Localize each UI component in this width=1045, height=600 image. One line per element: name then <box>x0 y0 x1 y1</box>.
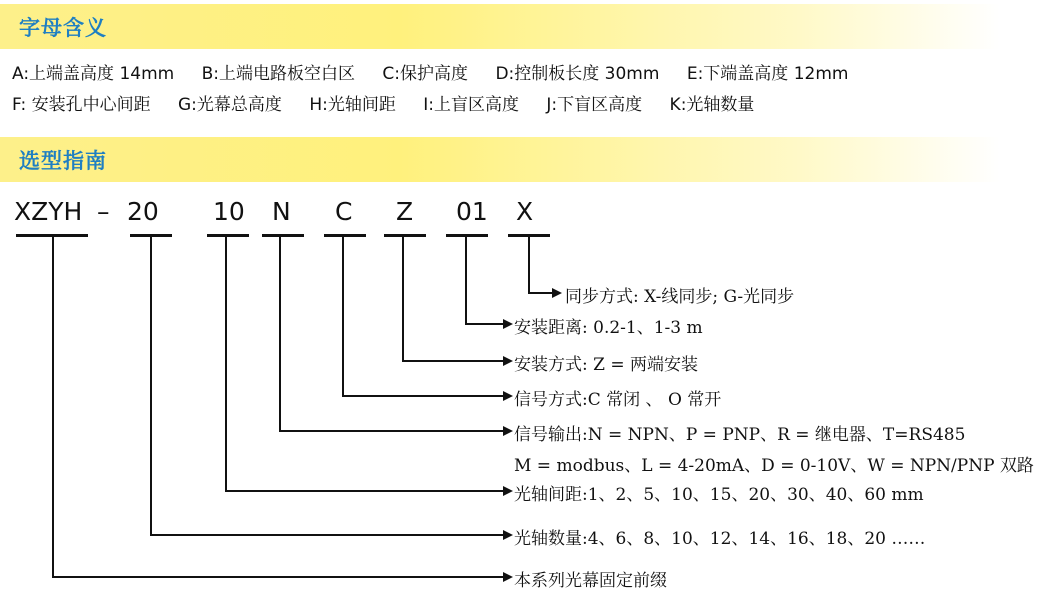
arrow-icon <box>503 356 513 366</box>
legend-item: B:上端电路板空白区 <box>201 64 356 84</box>
connector-line <box>402 236 404 362</box>
connector-line <box>465 323 505 325</box>
arrow-icon <box>503 391 513 401</box>
connector-line <box>52 236 54 578</box>
code-signal-type: C <box>335 197 353 226</box>
section-banner-selection-guide <box>0 137 1000 182</box>
arrow-icon <box>503 319 513 329</box>
connector-line <box>342 395 505 397</box>
underline <box>384 234 426 237</box>
legend-item: K:光轴数量 <box>669 95 755 115</box>
underline <box>324 234 366 237</box>
code-axis-count: 20 <box>127 197 159 226</box>
connector-line <box>528 292 554 294</box>
arrow-icon <box>552 288 562 298</box>
legend-item: G:光幕总高度 <box>178 95 282 115</box>
underline <box>262 234 304 237</box>
desc-distance: 安装距离: 0.2-1、1-3 m <box>514 318 703 338</box>
legend-item: C:保护高度 <box>382 64 469 84</box>
desc-prefix: 本系列光幕固定前缀 <box>514 571 667 591</box>
connector-line <box>279 430 505 432</box>
section-title: 选型指南 <box>19 149 107 173</box>
code-output: N <box>272 197 291 226</box>
connector-line <box>342 236 344 397</box>
desc-output: 信号输出:N = NPN、P = PNP、R = 继电器、T=RS485 <box>514 425 966 445</box>
connector-line <box>150 534 505 536</box>
connector-line <box>528 236 530 294</box>
underline <box>207 234 249 237</box>
connector-line <box>279 236 281 432</box>
legend-item: D:控制板长度 30mm <box>495 64 660 84</box>
legend-row-2 <box>12 90 776 115</box>
section-title: 字母含义 <box>19 16 107 40</box>
arrow-icon <box>503 486 513 496</box>
desc-sync: 同步方式: X-线同步; G-光同步 <box>565 287 795 307</box>
connector-line <box>52 576 505 578</box>
connector-line <box>402 360 505 362</box>
arrow-icon <box>503 426 513 436</box>
connector-line <box>225 236 227 492</box>
connector-line <box>465 236 467 325</box>
legend-item: J:下盲区高度 <box>546 95 643 115</box>
code-sync: X <box>516 197 534 226</box>
desc-mount: 安装方式: Z = 两端安装 <box>514 355 698 375</box>
code-mount: Z <box>396 197 414 226</box>
code-axis-pitch: 10 <box>213 197 245 226</box>
desc-count: 光轴数量:4、6、8、10、12、14、16、18、20 …… <box>514 529 926 549</box>
arrow-icon <box>503 572 513 582</box>
code-prefix: XZYH <box>14 197 83 226</box>
legend-item: E:下端盖高度 12mm <box>686 64 849 84</box>
legend-item: I:上盲区高度 <box>423 95 519 115</box>
legend-item: H:光轴间距 <box>309 95 396 115</box>
code-distance: 01 <box>456 197 488 226</box>
legend-row-1 <box>12 59 870 84</box>
section-banner-letter-meaning <box>0 4 1000 49</box>
legend-item: A:上端盖高度 14mm <box>12 64 175 84</box>
desc-signal-type: 信号方式:C 常闭 、 O 常开 <box>514 390 722 410</box>
connector-line <box>225 490 505 492</box>
connector-line <box>150 236 152 536</box>
arrow-icon <box>503 530 513 540</box>
underline <box>446 234 488 237</box>
legend-item: F: 安装孔中心间距 <box>12 95 151 115</box>
code-dash: – <box>97 197 110 226</box>
desc-pitch: 光轴间距:1、2、5、10、15、20、30、40、60 mm <box>514 485 924 505</box>
desc-output-continued: M = modbus、L = 4-20mA、D = 0-10V、W = NPN/PNP 双路 <box>514 456 1034 476</box>
